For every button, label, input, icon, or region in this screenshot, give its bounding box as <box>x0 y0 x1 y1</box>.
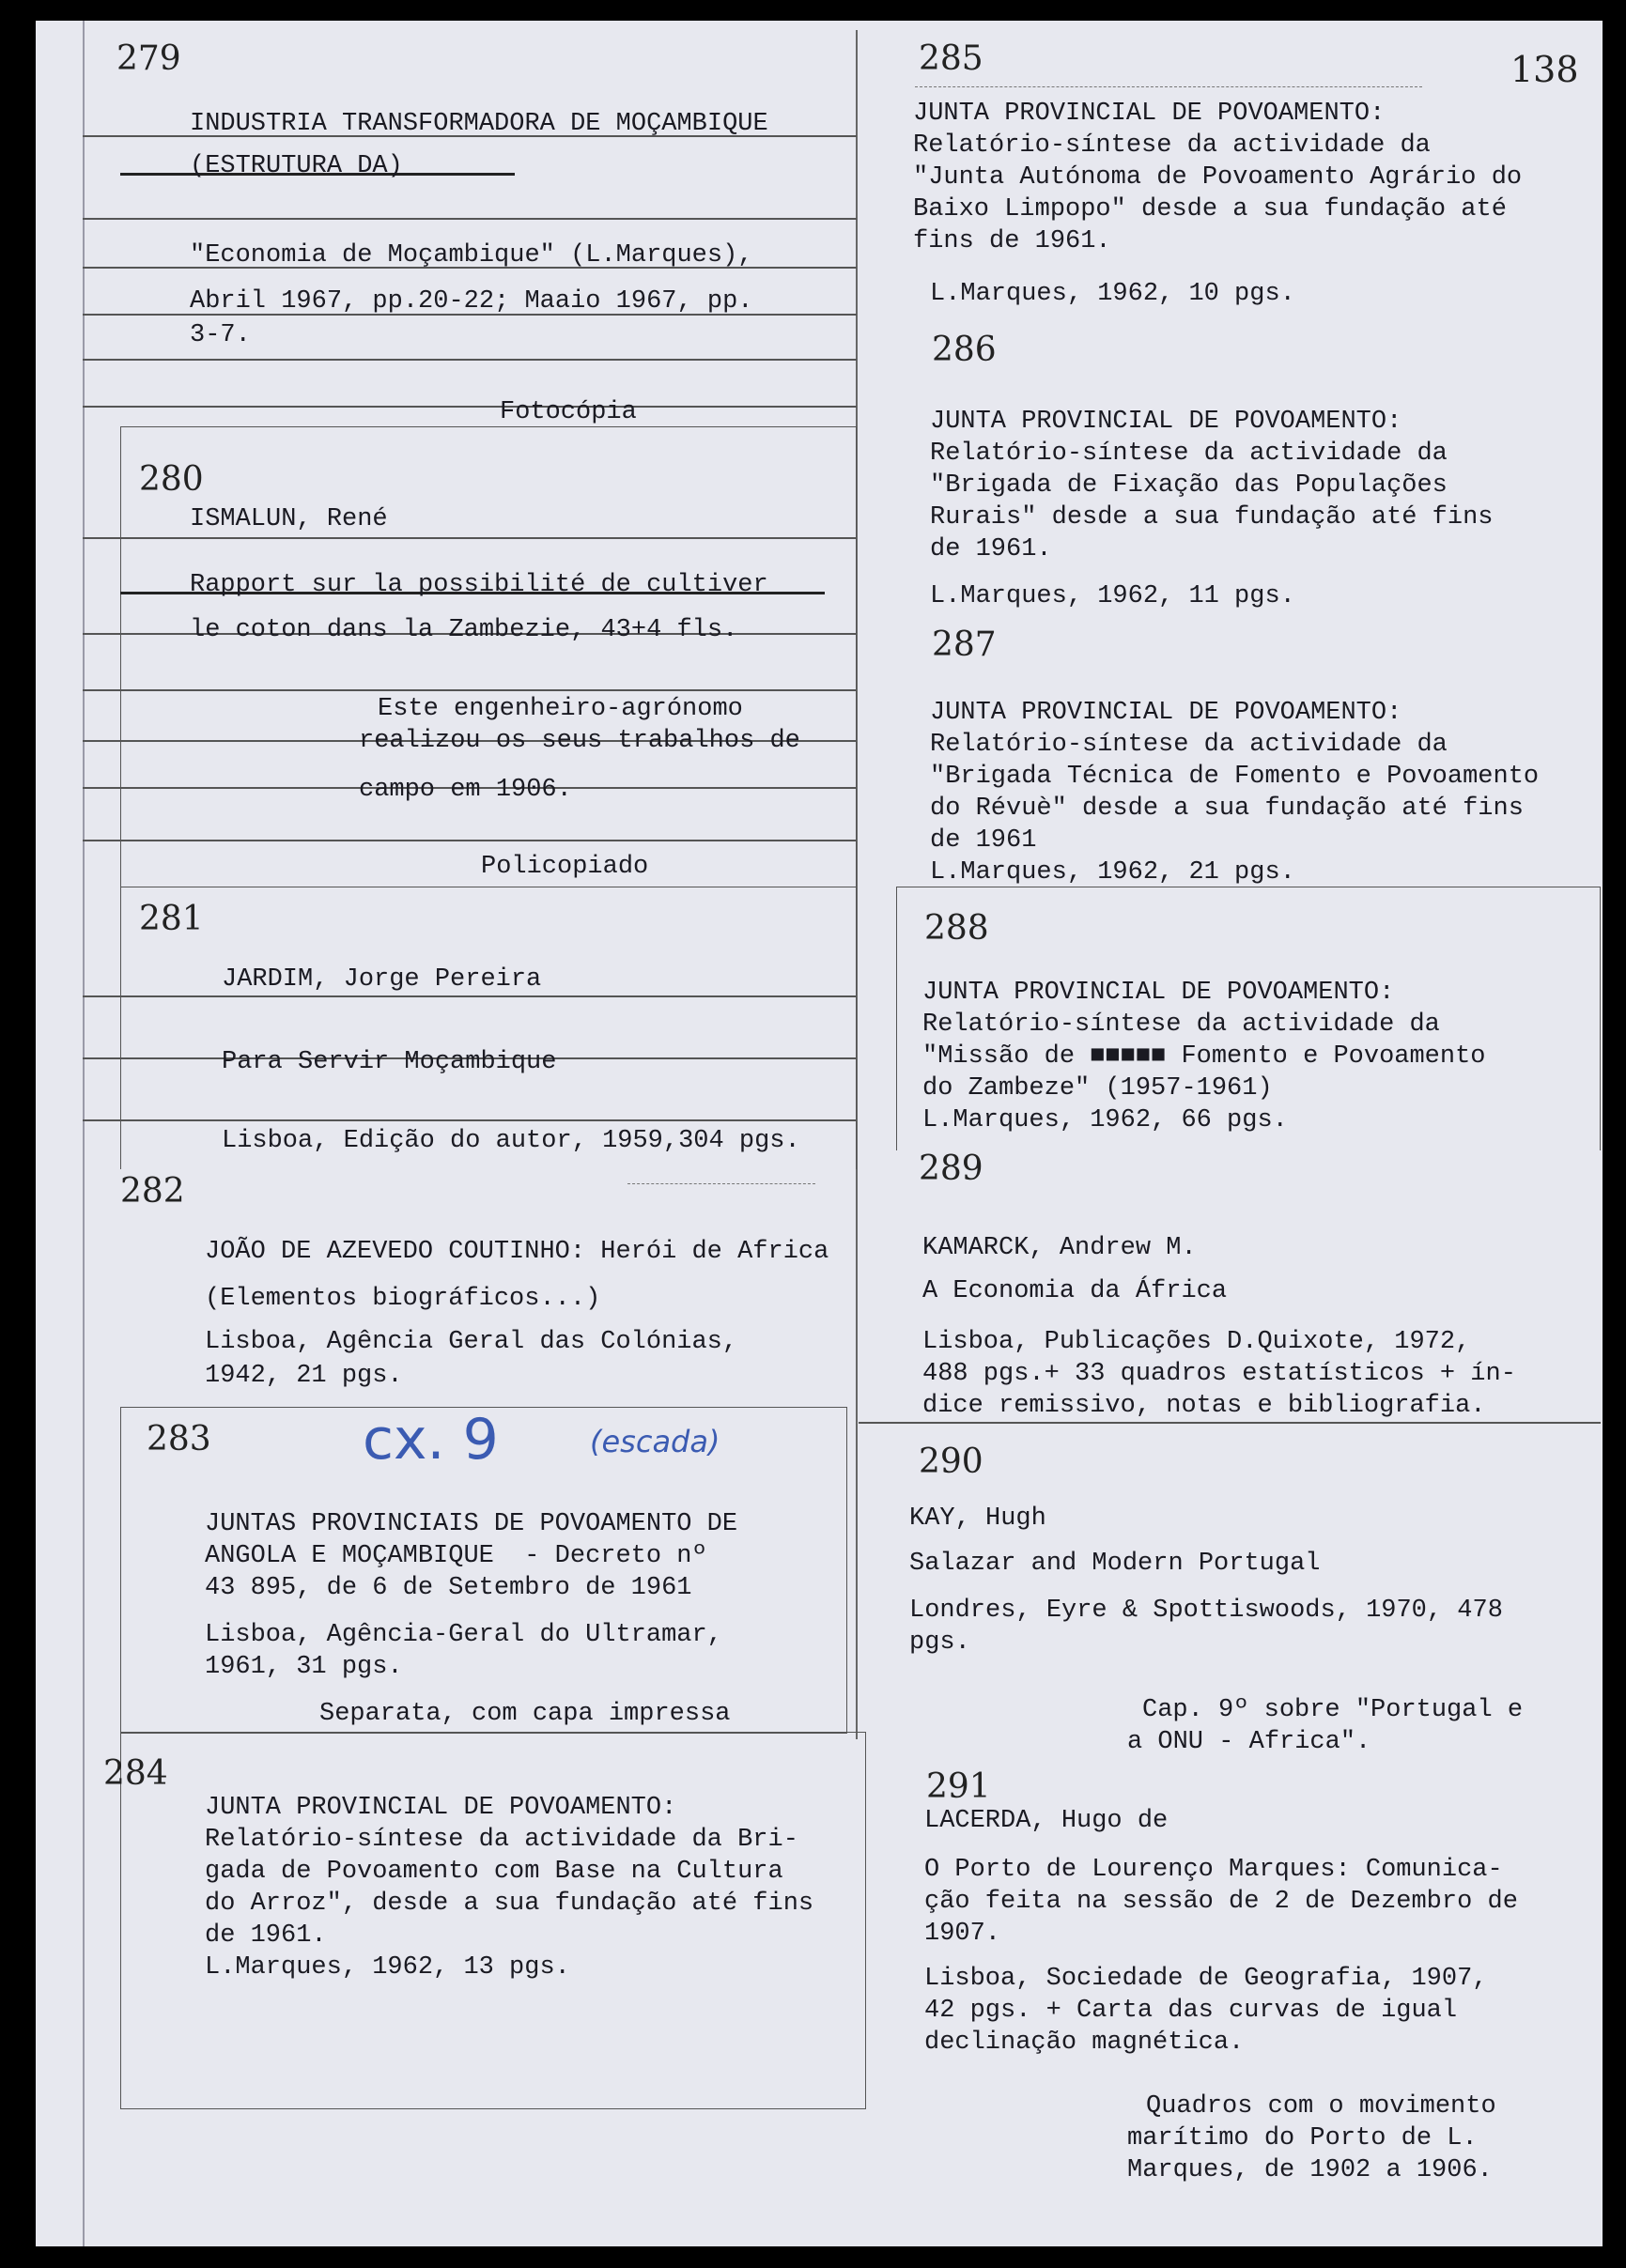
entry-author: ISMALUN, René <box>190 505 388 533</box>
entry-title: "Brigada de Fixação das Populações <box>930 471 1448 500</box>
entry-heading: JUNTA PROVINCIAL DE POVOAMENTO: <box>205 1794 677 1822</box>
entry-title: fins de 1961. <box>913 227 1111 255</box>
entry-publication: dice remissivo, notas e bibliografia. <box>922 1392 1486 1420</box>
entry-publication: declinação magnética. <box>924 2029 1245 2057</box>
entry-publication: L.Marques, 1962, 21 pgs. <box>930 858 1295 887</box>
entry-number: 289 <box>919 1149 983 1188</box>
ruled-line <box>83 840 857 841</box>
entry-number: 282 <box>120 1172 185 1211</box>
entry-note: Este engenheiro-agrónomo <box>378 695 743 723</box>
entry-287 <box>859 605 1601 887</box>
entry-heading: JOÃO DE AZEVEDO COUTINHO: Herói de Africa <box>205 1238 829 1266</box>
entry-publication: L.Marques, 1962, 66 pgs. <box>922 1106 1288 1134</box>
entry-note: campo em 1906. <box>359 776 572 804</box>
entry-publication: L.Marques, 1962, 10 pgs. <box>930 280 1295 308</box>
entry-title: Relatório-síntese da actividade da Bri- <box>205 1826 798 1854</box>
entry-heading-line: (ESTRUTURA DA) <box>190 152 403 180</box>
ruled-line <box>915 86 1422 87</box>
entry-heading: 43 895, de 6 de Setembro de 1961 <box>205 1574 692 1602</box>
catalog-sheet <box>36 21 1603 2246</box>
entry-title: de 1961 <box>930 826 1037 855</box>
entry-heading: ANGOLA E MOÇAMBIQUE - Decreto nº <box>205 1542 707 1570</box>
ruled-line <box>83 537 857 539</box>
entry-heading: JUNTA PROVINCIAL DE POVOAMENTO: <box>930 408 1402 436</box>
entry-author: LACERDA, Hugo de <box>924 1807 1169 1835</box>
entry-publication: Lisboa, Sociedade de Geografia, 1907, <box>924 1965 1488 1993</box>
entry-publication: 488 pgs.+ 33 quadros estatísticos + ín- <box>922 1360 1516 1388</box>
entry-title: Para Servir Moçambique <box>222 1048 557 1076</box>
entry-number: 284 <box>103 1754 168 1793</box>
entry-heading: JUNTA PROVINCIAL DE POVOAMENTO: <box>922 979 1395 1007</box>
entry-source: Abril 1967, pp.20-22; Maaio 1967, pp. <box>190 287 753 316</box>
entry-author: KAMARCK, Andrew M. <box>922 1234 1197 1262</box>
entry-283 <box>83 1384 857 1732</box>
entry-note: realizou os seus trabalhos de <box>359 727 800 755</box>
entry-note: Quadros com o movimento <box>1146 2092 1496 2121</box>
entry-279 <box>83 21 857 424</box>
entry-publication: L.Marques, 1962, 13 pgs. <box>205 1953 570 1982</box>
entry-284 <box>83 1732 857 2107</box>
shelf-box-note: (escada) <box>590 1424 720 1459</box>
entry-282 <box>83 1168 857 1403</box>
entry-source: "Economia de Moçambique" (L.Marques), <box>190 241 753 270</box>
entry-title: do Zambeze" (1957-1961) <box>922 1074 1273 1103</box>
ruled-line <box>627 1183 815 1184</box>
entry-number: 290 <box>919 1443 983 1481</box>
ruled-line <box>83 218 857 220</box>
entry-title: le coton dans la Zambezie, 43+4 fls. <box>190 616 738 644</box>
entry-note: Marques, de 1902 a 1906. <box>1127 2156 1493 2184</box>
page-number: 138 <box>1510 49 1579 90</box>
entry-title: Relatório-síntese da actividade da <box>922 1011 1440 1039</box>
entry-heading: JUNTAS PROVINCIAIS DE POVOAMENTO DE <box>205 1510 738 1538</box>
entry-publication: L.Marques, 1962, 11 pgs. <box>930 582 1295 610</box>
entry-title: A Economia da África <box>922 1277 1228 1305</box>
ruled-line <box>83 406 857 408</box>
index-card <box>120 426 857 887</box>
shelf-box-label: cx. 9 <box>363 1407 499 1473</box>
entry-title: "Brigada Técnica de Fomento e Povoamento <box>930 763 1540 791</box>
entry-publication: Londres, Eyre & Spottiswoods, 1970, 478 <box>909 1597 1503 1625</box>
entry-286 <box>859 323 1601 610</box>
entry-title: de 1961. <box>205 1921 327 1950</box>
entry-title: "Junta Autónoma de Povoamento Agrário do <box>913 163 1523 192</box>
entry-title: ção feita na sessão de 2 de Dezembro de <box>924 1888 1518 1916</box>
entry-number: 285 <box>919 39 983 78</box>
entry-note: Separata, com capa impressa <box>319 1700 731 1728</box>
ruled-line <box>83 1119 857 1121</box>
entry-title: O Porto de Lourenço Marques: Comunica- <box>924 1856 1503 1884</box>
entry-291 <box>859 1760 1601 2201</box>
entry-author: JARDIM, Jorge Pereira <box>222 965 542 994</box>
entry-publication: 42 pgs. + Carta das curvas de igual <box>924 1997 1458 2025</box>
entry-publication: Lisboa, Edição do autor, 1959,304 pgs. <box>222 1127 800 1155</box>
entry-280 <box>83 426 857 887</box>
entry-title: do Arroz", desde a sua fundação até fins <box>205 1890 814 1918</box>
entry-heading: JUNTA PROVINCIAL DE POVOAMENTO: <box>913 100 1386 128</box>
entry-number: 286 <box>932 331 997 369</box>
entry-publication: 1942, 21 pgs. <box>205 1362 403 1390</box>
entry-heading: INDUSTRIA TRANSFORMADORA DE MOÇAMBIQUE <box>190 110 768 138</box>
entry-title: Relatório-síntese da actividade da <box>913 131 1431 160</box>
entry-note: Policopiado <box>481 853 649 881</box>
entry-289 <box>859 1149 1601 1422</box>
entry-subtitle: (Elementos biográficos...) <box>205 1285 601 1313</box>
entry-publication: Lisboa, Publicações D.Quixote, 1972, <box>922 1328 1471 1356</box>
entry-title: Rapport sur la possibilité de cultiver <box>190 571 768 599</box>
entry-publication: 1961, 31 pgs. <box>205 1653 403 1681</box>
entry-heading: JUNTA PROVINCIAL DE POVOAMENTO: <box>930 699 1402 727</box>
entry-note: marítimo do Porto de L. <box>1127 2124 1478 2152</box>
entry-number: 283 <box>147 1420 211 1458</box>
ruled-line <box>83 689 857 691</box>
entry-281 <box>83 887 857 1168</box>
entry-title: "Missão de ■■■■■ Fomento e Povoamento <box>922 1042 1486 1071</box>
entry-source: 3-7. <box>190 321 251 349</box>
entry-author: KAY, Hugh <box>909 1504 1046 1533</box>
entry-publication: Lisboa, Agência-Geral do Ultramar, <box>205 1621 722 1649</box>
entry-note: Fotocópia <box>500 398 637 426</box>
entry-number: 288 <box>924 909 989 948</box>
entry-publication: Lisboa, Agência Geral das Colónias, <box>205 1328 738 1356</box>
entry-number: 279 <box>116 39 181 78</box>
entry-publication: pgs. <box>909 1628 970 1657</box>
entry-title: Relatório-síntese da actividade da <box>930 731 1448 759</box>
entry-number: 280 <box>139 460 204 499</box>
entry-title: Baixo Limpopo" desde a sua fundação até <box>913 195 1507 224</box>
entry-number: 281 <box>139 900 204 938</box>
entry-title: do Révuè" desde a sua fundação até fins <box>930 795 1524 823</box>
entry-number: 291 <box>926 1767 991 1806</box>
entry-288 <box>859 887 1601 1149</box>
entry-number: 287 <box>932 625 997 664</box>
ruled-line <box>83 359 857 361</box>
entry-290 <box>859 1422 1601 1756</box>
entry-title: Salazar and Modern Portugal <box>909 1550 1321 1578</box>
entry-title: de 1961. <box>930 535 1052 563</box>
entry-title: 1907. <box>924 1920 1001 1948</box>
entry-title: Rurais" desde a sua fundação até fins <box>930 503 1494 532</box>
entry-title: gada de Povoamento com Base na Cultura <box>205 1858 783 1886</box>
entry-note: a ONU - Africa". <box>1127 1728 1371 1756</box>
entry-285 <box>859 21 1601 312</box>
entry-title: Relatório-síntese da actividade da <box>930 440 1448 468</box>
entry-note: Cap. 9º sobre "Portugal e <box>1142 1696 1524 1724</box>
